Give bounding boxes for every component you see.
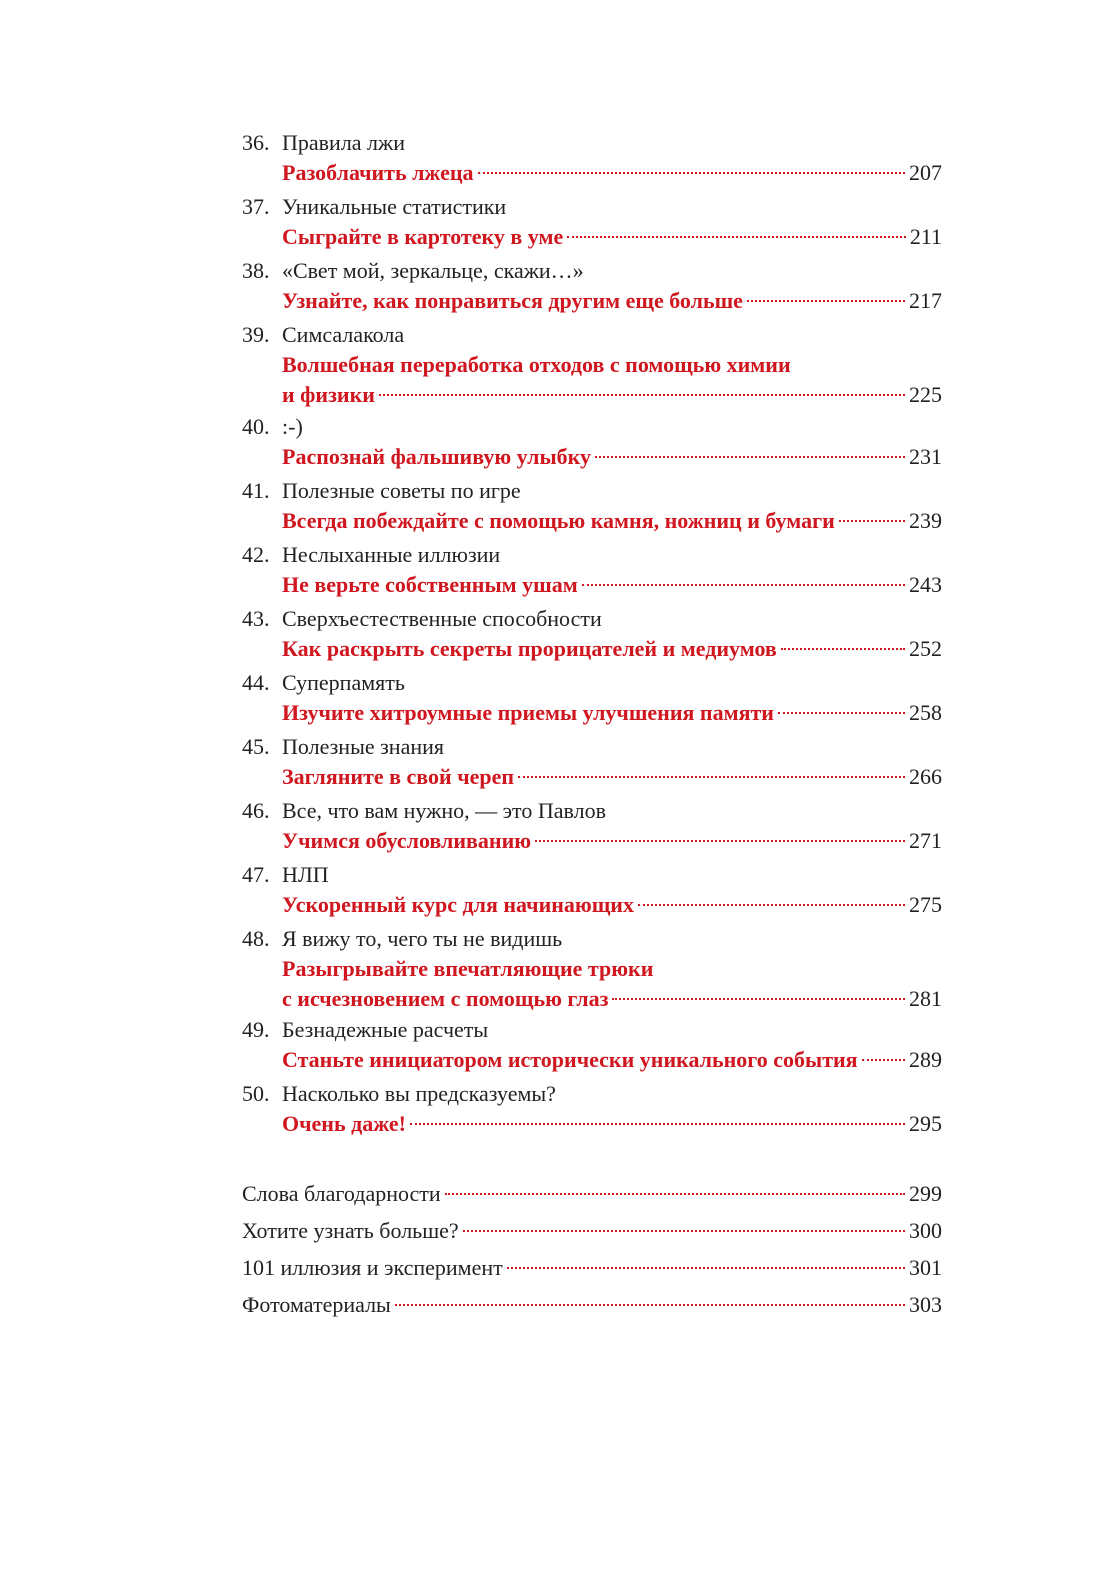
chapter-title: Полезные знания: [282, 734, 445, 759]
dot-leader: [410, 1123, 905, 1125]
dot-leader: [582, 584, 905, 586]
page-number: 289: [909, 1047, 942, 1072]
dot-leader: [781, 648, 905, 650]
dot-leader: [839, 520, 905, 522]
chapter-number: 48.: [242, 926, 270, 951]
toc-leader-row: [282, 698, 942, 728]
chapter-number: 47.: [242, 862, 270, 887]
page-number: 303: [909, 1292, 942, 1317]
subtitle-text: Изучите хитроумные приемы улучшения памяти: [282, 700, 774, 725]
page-number: 252: [909, 636, 942, 661]
dot-leader: [478, 172, 905, 174]
subtitle-text: Всегда побеждайте с помощью камня, ножниц и бумаги: [282, 508, 835, 533]
chapter-heading: [242, 604, 942, 634]
chapter-number: 44.: [242, 670, 270, 695]
toc-leader-row: [242, 1179, 942, 1209]
chapter-subtitle: [282, 506, 942, 536]
back-matter-entry: [242, 1216, 942, 1246]
toc-leader-row: [242, 1216, 942, 1246]
subtitle-text: Узнайте, как понравиться другим еще больше: [282, 288, 743, 313]
chapter-title: Я вижу то, чего ты не видишь: [282, 926, 563, 951]
chapter-subtitle: [282, 890, 942, 920]
subtitle-text: Очень даже!: [282, 1111, 406, 1136]
chapter-entry: [242, 796, 942, 856]
chapter-title: Уникальные статистики: [282, 194, 507, 219]
chapter-entry: [242, 476, 942, 536]
chapter-entry: [242, 1015, 942, 1075]
chapter-subtitle: [282, 954, 942, 1014]
subtitle-text: Не верьте собственным ушам: [282, 572, 578, 597]
chapter-heading: [242, 128, 942, 158]
chapter-entry: [242, 192, 942, 252]
chapter-subtitle: [282, 826, 942, 856]
toc-leader-row: [282, 506, 942, 536]
page-number: 217: [909, 288, 942, 313]
chapter-number: 45.: [242, 734, 270, 759]
chapter-subtitle: [282, 222, 942, 252]
chapter-entry: [242, 412, 942, 472]
subtitle-text: Распознай фальшивую улыбку: [282, 444, 591, 469]
subtitle-text: Сыграйте в картотеку в уме: [282, 224, 564, 249]
chapter-number: 38.: [242, 258, 270, 283]
dot-leader: [518, 776, 905, 778]
chapter-heading: [242, 476, 942, 506]
subtitle-text: Как раскрыть секреты прорицателей и медиумов: [282, 636, 777, 661]
page-number: 266: [909, 764, 942, 789]
chapter-number: 40.: [242, 414, 270, 439]
chapter-number: 37.: [242, 194, 270, 219]
chapter-heading: [242, 412, 942, 442]
page-number: 300: [909, 1218, 942, 1243]
chapter-entry: [242, 604, 942, 664]
chapter-subtitle: [282, 698, 942, 728]
page-number: 239: [909, 508, 942, 533]
page-number: 301: [909, 1255, 942, 1280]
page-number: 258: [909, 700, 942, 725]
subtitle-text: Учимся обусловливанию: [282, 828, 532, 853]
chapter-heading: [242, 1079, 942, 1109]
toc-leader-row: [242, 1290, 942, 1320]
dot-leader: [395, 1304, 905, 1306]
chapter-heading: [242, 860, 942, 890]
chapter-subtitle: [282, 634, 942, 664]
chapter-title: Полезные советы по игре: [282, 478, 521, 503]
chapter-subtitle: [282, 570, 942, 600]
chapter-subtitle: [282, 286, 942, 316]
chapter-title: Все, что вам нужно, — это Павлов: [282, 798, 606, 823]
chapter-entry: [242, 668, 942, 728]
chapter-title: Сверхъестественные способности: [282, 606, 602, 631]
chapter-number: 50.: [242, 1081, 270, 1106]
toc-leader-row: [282, 984, 942, 1014]
chapter-entry: [242, 256, 942, 316]
page-number: 295: [909, 1111, 942, 1136]
toc-leader-row: [282, 442, 942, 472]
chapter-title: Суперпамять: [282, 670, 405, 695]
chapter-title: :-): [282, 414, 303, 439]
chapter-heading: [242, 320, 942, 350]
dot-leader: [379, 394, 905, 396]
dot-leader: [862, 1059, 905, 1061]
dot-leader: [445, 1193, 905, 1195]
chapter-number: 46.: [242, 798, 270, 823]
toc-leader-row: [282, 570, 942, 600]
dot-leader: [535, 840, 905, 842]
back-matter-title: Фотоматериалы: [242, 1292, 391, 1317]
subtitle-text: Загляните в свой череп: [282, 764, 515, 789]
subtitle-text: Разоблачить лжеца: [282, 160, 474, 185]
page-number: 271: [909, 828, 942, 853]
chapter-heading: [242, 668, 942, 698]
chapter-entry: [242, 320, 942, 410]
page-number: 211: [909, 224, 942, 249]
subtitle-text: Ускоренный курс для начинающих: [282, 892, 634, 917]
chapter-heading: [242, 256, 942, 286]
chapter-number: 43.: [242, 606, 270, 631]
page-number: 207: [909, 160, 942, 185]
dot-leader: [567, 236, 906, 238]
subtitle-text: Станьте инициатором исторически уникального события: [282, 1047, 858, 1072]
toc-leader-row: [282, 380, 942, 410]
chapter-subtitle: [282, 1109, 942, 1139]
chapter-heading: [242, 924, 942, 954]
back-matter-title: Хотите узнать больше?: [242, 1218, 459, 1243]
dot-leader: [638, 904, 905, 906]
chapter-title: Неслыханные иллюзии: [282, 542, 501, 567]
toc-leader-row: [282, 826, 942, 856]
chapter-number: 41.: [242, 478, 270, 503]
chapter-number: 36.: [242, 130, 270, 155]
chapter-heading: [242, 540, 942, 570]
chapter-entry: [242, 540, 942, 600]
chapter-subtitle: [282, 442, 942, 472]
toc-leader-row: [242, 1253, 942, 1283]
chapter-title: Правила лжи: [282, 130, 406, 155]
page-number: 231: [909, 444, 942, 469]
back-matter-title: 101 иллюзия и эксперимент: [242, 1255, 503, 1280]
chapter-entry: [242, 732, 942, 792]
page-number: 243: [909, 572, 942, 597]
toc-leader-row: [282, 634, 942, 664]
dot-leader: [595, 456, 905, 458]
chapter-title: Симсалакола: [282, 322, 405, 347]
dot-leader: [612, 998, 905, 1000]
chapter-subtitle: [282, 1045, 942, 1075]
back-matter-entry: [242, 1290, 942, 1320]
page-number: 281: [909, 986, 942, 1011]
subtitle-line: Волшебная переработка отходов с помощью химии: [282, 352, 791, 377]
toc-leader-row: [282, 158, 942, 188]
page-number: 299: [909, 1181, 942, 1206]
chapter-title: «Свет мой, зеркальце, скажи…»: [282, 258, 584, 283]
dot-leader: [463, 1230, 905, 1232]
dot-leader: [507, 1267, 905, 1269]
chapter-subtitle: [282, 158, 942, 188]
chapter-number: 42.: [242, 542, 270, 567]
chapter-entry: [242, 1079, 942, 1139]
chapter-heading: [242, 1015, 942, 1045]
chapter-subtitle: [282, 350, 942, 410]
toc-leader-row: [282, 1109, 942, 1139]
chapter-title: НЛП: [282, 862, 329, 887]
toc-leader-row: [282, 286, 942, 316]
chapter-number: 49.: [242, 1017, 270, 1042]
subtitle-text: с исчезновением с помощью глаз: [282, 986, 609, 1011]
back-matter-title: Слова благодарности: [242, 1181, 441, 1206]
toc-leader-row: [282, 222, 942, 252]
dot-leader: [747, 300, 905, 302]
toc-leader-row: [282, 762, 942, 792]
chapter-entry: [242, 924, 942, 1014]
chapter-title: Безнадежные расчеты: [282, 1017, 489, 1042]
chapter-entry: [242, 128, 942, 188]
toc-leader-row: [282, 1045, 942, 1075]
chapter-entry: [242, 860, 942, 920]
chapter-subtitle: [282, 762, 942, 792]
chapter-title: Насколько вы предсказуемы?: [282, 1081, 556, 1106]
subtitle-text: и физики: [282, 382, 375, 407]
chapter-heading: [242, 192, 942, 222]
subtitle-line: Разыгрывайте впечатляющие трюки: [282, 956, 654, 981]
chapter-heading: [242, 732, 942, 762]
chapter-heading: [242, 796, 942, 826]
page-number: 225: [909, 382, 942, 407]
dot-leader: [778, 712, 905, 714]
chapter-number: 39.: [242, 322, 270, 347]
page-number: 275: [909, 892, 942, 917]
toc-leader-row: [282, 890, 942, 920]
back-matter-entry: [242, 1179, 942, 1209]
back-matter-entry: [242, 1253, 942, 1283]
